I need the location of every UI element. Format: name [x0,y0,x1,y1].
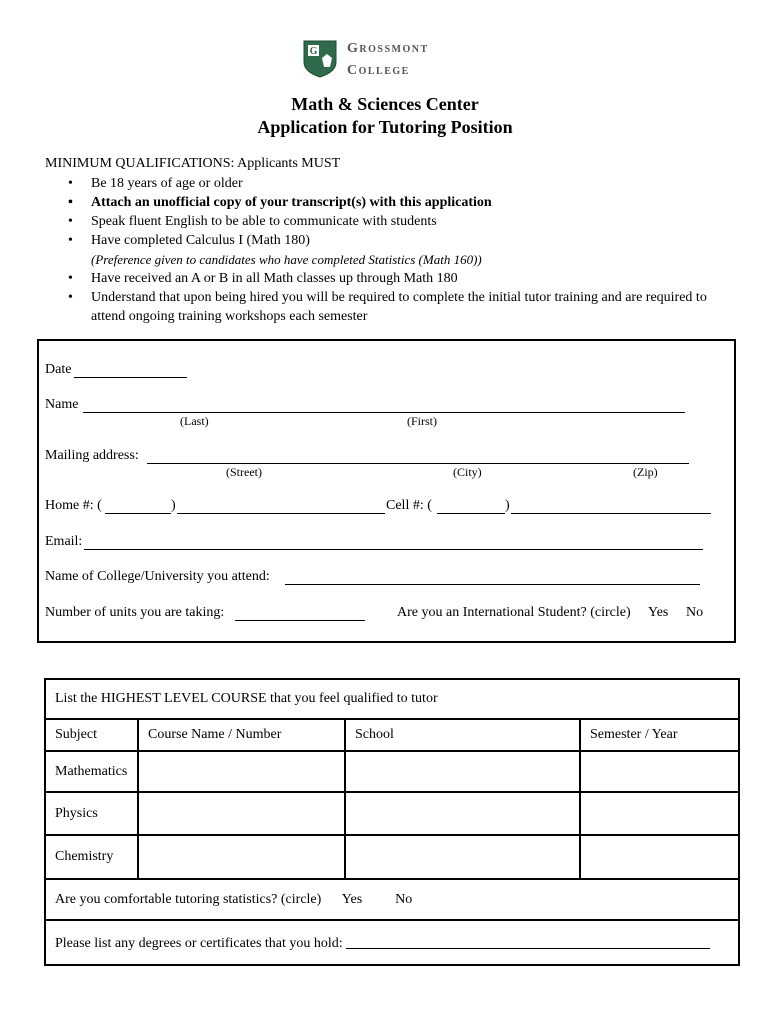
course-table-heading: List the HIGHEST LEVEL COURSE that you feel qualified to tutor [45,679,739,719]
home-area-code-field[interactable] [105,513,171,514]
city-caption: (City) [453,465,482,479]
degrees-field[interactable] [346,934,710,949]
home-paren-close: ) [171,498,176,513]
mailing-address-field[interactable] [147,463,689,464]
statistics-label: Are you comfortable tutoring statistics? (circle) [55,891,322,907]
subject-cell: Mathematics [45,751,138,792]
logo-wordmark-line2: College [347,63,410,78]
column-header-semester: Semester / Year [580,719,739,751]
statistics-no-option[interactable]: No [395,891,413,907]
logo-wordmark-line1: Grossmont [347,41,429,56]
shield-icon [303,40,337,78]
cell-paren-close: ) [505,498,510,513]
list-item: • Speak fluent English to be able to communicate with students [45,212,725,231]
course-input-cell[interactable] [138,751,345,792]
international-student-label: Are you an International Student? (circle) [397,605,631,620]
statistics-row [45,879,739,920]
course-table [44,678,740,966]
subject-cell: Chemistry [45,835,138,879]
international-no-option[interactable]: No [686,605,704,620]
statistics-yes-option[interactable]: Yes [341,891,363,907]
home-phone-label: Home #: ( [45,498,102,513]
course-input-cell[interactable] [138,792,345,835]
name-label: Name [45,397,79,412]
school-input-cell[interactable] [345,792,580,835]
list-item-note: (Preference given to candidates who have completed Statistics (Math 160)) [91,252,482,267]
first-name-caption: (First) [407,414,437,428]
units-label: Number of units you are taking: [45,605,225,620]
page-title: Math & Sciences Center [291,94,479,114]
list-item: • Have received an A or B in all Math classes up through Math 180 [45,269,725,288]
page-subtitle: Application for Tutoring Position [257,117,513,137]
column-header-course: Course Name / Number [138,719,345,751]
cell-phone-label: Cell #: ( [386,498,432,513]
cell-phone-field[interactable] [511,513,711,514]
semester-input-cell[interactable] [580,792,739,835]
course-input-cell[interactable] [138,835,345,879]
units-field[interactable] [235,620,365,621]
street-caption: (Street) [226,465,262,479]
email-field[interactable] [84,549,703,550]
list-item: • Understand that upon being hired you will be required to complete the initial tutor training and are required to attend ongoing training workshops each semester [45,288,725,326]
column-header-school: School [345,719,580,751]
date-label: Date [45,362,72,377]
column-header-subject: Subject [45,719,138,751]
list-item: • Have completed Calculus I (Math 180) [45,231,725,250]
email-label: Email: [45,534,83,549]
subject-cell: Physics [45,792,138,835]
table-row [45,835,739,879]
degrees-label: Please list any degrees or certificates that you hold: [55,935,343,951]
last-name-caption: (Last) [180,414,209,428]
school-input-cell[interactable] [345,751,580,792]
name-field[interactable] [83,412,685,413]
table-row [45,751,739,792]
college-label: Name of College/University you attend: [45,569,270,584]
date-field[interactable] [74,377,187,378]
degrees-row [45,920,739,965]
zip-caption: (Zip) [633,465,658,479]
qualifications-list [45,174,725,326]
school-input-cell[interactable] [345,835,580,879]
applicant-info-box [37,339,736,643]
semester-input-cell[interactable] [580,751,739,792]
list-item: • Attach an unofficial copy of your transcript(s) with this application [45,193,725,212]
mailing-address-label: Mailing address: [45,448,139,463]
qualifications-heading: MINIMUM QUALIFICATIONS: Applicants MUST [45,156,341,171]
college-field[interactable] [285,584,700,585]
table-row [45,792,739,835]
shield-letter: G [309,46,318,57]
cell-area-code-field[interactable] [437,513,505,514]
home-phone-field[interactable] [177,513,385,514]
list-item: • Be 18 years of age or older [45,174,725,193]
international-yes-option[interactable]: Yes [648,605,669,620]
semester-input-cell[interactable] [580,835,739,879]
